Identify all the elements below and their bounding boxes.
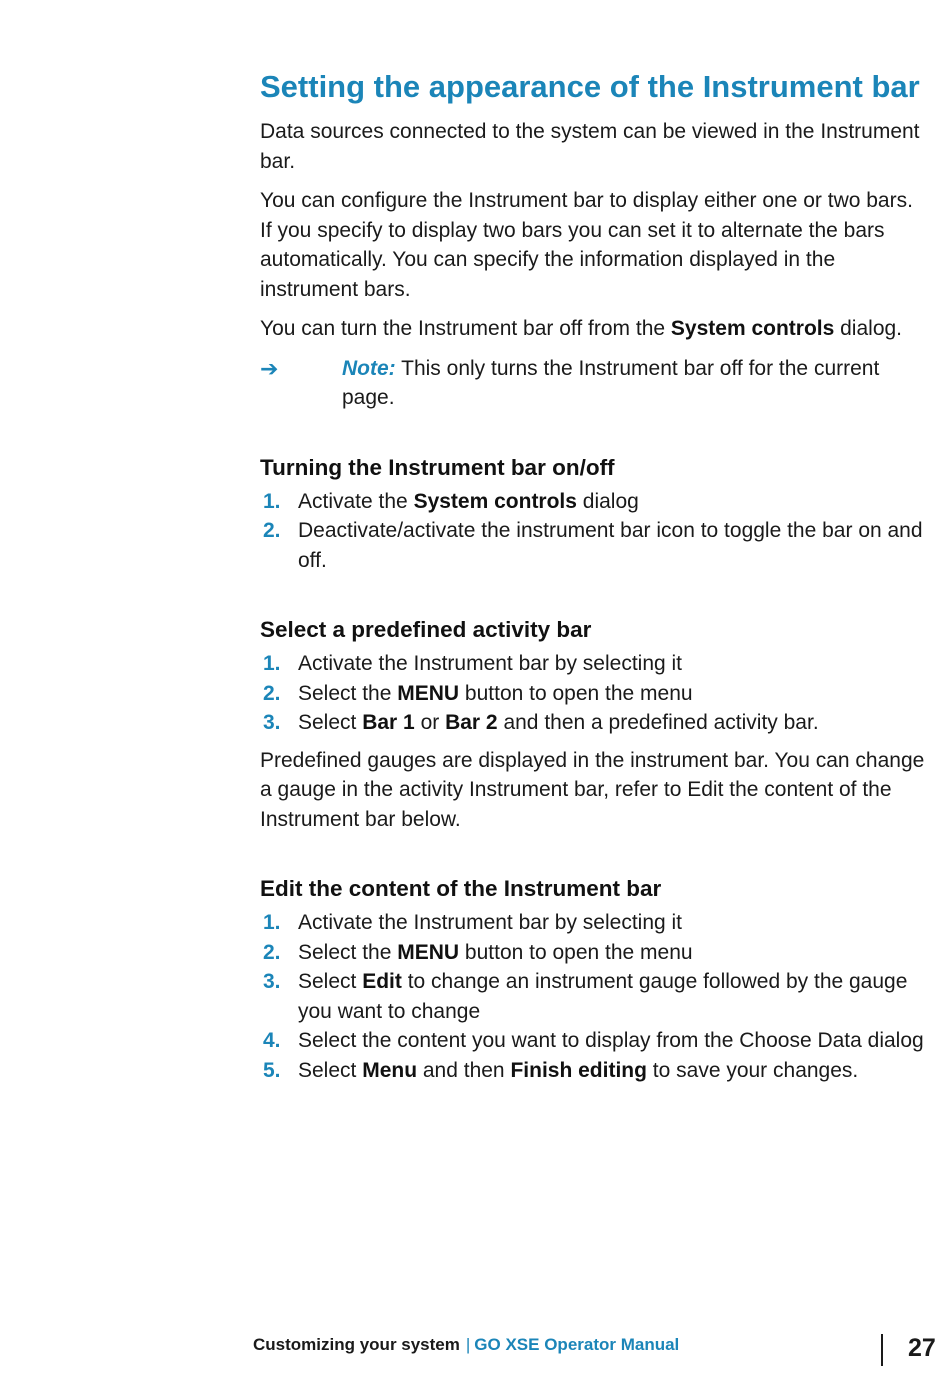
- step-number: 4.: [263, 1029, 281, 1052]
- bold-term: Bar 2: [445, 711, 498, 734]
- text-span: and then: [417, 1058, 511, 1082]
- step-number: 2.: [263, 940, 281, 964]
- list-item: [260, 649, 925, 679]
- arrow-right-icon: ➔: [260, 355, 279, 381]
- bold-term: MENU: [397, 681, 460, 705]
- text-span: Select the: [298, 940, 398, 964]
- text-span: and then a predefined activity bar.: [497, 711, 819, 734]
- page-footer: [253, 1333, 679, 1357]
- list-item: [260, 938, 925, 968]
- step-text: [298, 679, 925, 709]
- step-number: 5.: [263, 1058, 281, 1082]
- bold-term: System controls: [670, 317, 835, 340]
- intro-paragraph-2: You can configure the Instrument bar to display either one or two bars. If you specify to display two bars you can set it to alternate the bars automatically. You can specify the information displayed in the instrument bars.: [260, 189, 913, 301]
- text-span: Select: [298, 970, 363, 993]
- text-span: dialog: [576, 489, 639, 513]
- text-span: to save your changes.: [646, 1058, 859, 1082]
- list-item: [260, 967, 925, 1026]
- text-span: This only turns the Instrument bar off for the current page.: [342, 356, 880, 409]
- list-item: [260, 1026, 925, 1056]
- list-item: [260, 708, 925, 738]
- section-heading-edit: Edit the content of the Instrument bar: [260, 876, 662, 901]
- step-number: 3.: [263, 970, 281, 993]
- list-item: [260, 679, 925, 709]
- step-number: 1.: [263, 652, 281, 675]
- page-title: Setting the appearance of the Instrument bar: [260, 69, 920, 104]
- text-span: Select: [298, 1058, 363, 1082]
- page-number-divider: [881, 1334, 883, 1366]
- page-content: [260, 66, 925, 1093]
- footer-separator: |: [465, 1335, 471, 1354]
- step-number: 2.: [263, 519, 281, 542]
- text-span: Activate the: [298, 489, 414, 513]
- text-span: You can turn the Instrument bar off from the: [260, 317, 671, 340]
- text-span: dialog.: [834, 317, 903, 340]
- note-block: [260, 354, 925, 413]
- step-number: 2.: [263, 681, 281, 705]
- predefined-note-paragraph: Predefined gauges are displayed in the instrument bar. You can change a gauge in the activity Instrument bar, refer to Edit the content of the Instrument bar below.: [260, 748, 925, 831]
- text-span: button to open the menu: [459, 681, 693, 705]
- text-span: Select: [298, 711, 363, 734]
- steps-list-toggle: [260, 487, 925, 576]
- text-span: or: [414, 711, 446, 734]
- step-text: Activate the Instrument bar by selecting it: [298, 911, 683, 934]
- steps-list-edit: [260, 908, 925, 1085]
- intro-paragraph-3: [260, 314, 925, 344]
- step-text: Select the content you want to display from the Choose Data dialog: [298, 1029, 924, 1052]
- section-heading-predefined: Select a predefined activity bar: [260, 617, 592, 642]
- bold-term: System controls: [413, 489, 577, 513]
- bold-term: Edit: [362, 970, 402, 993]
- note-text: [342, 354, 925, 413]
- steps-list-predefined: [260, 649, 925, 738]
- page-number: 27: [908, 1334, 936, 1362]
- step-text: Deactivate/activate the instrument bar icon to toggle the bar on and off.: [298, 519, 923, 572]
- bold-term: Bar 1: [362, 711, 415, 734]
- list-item: [260, 1056, 925, 1086]
- step-text: [298, 938, 925, 968]
- text-span: Select the: [298, 681, 398, 705]
- step-text: [298, 708, 925, 738]
- list-item: [260, 516, 925, 575]
- list-item: [260, 908, 925, 938]
- step-text: Activate the Instrument bar by selecting it: [298, 652, 683, 675]
- step-number: 1.: [263, 911, 281, 934]
- bold-term: MENU: [397, 940, 460, 964]
- section-heading-toggle: Turning the Instrument bar on/off: [260, 454, 615, 480]
- footer-section-title: Customizing your system: [253, 1335, 460, 1354]
- text-span: button to open the menu: [459, 940, 693, 964]
- step-text: [298, 487, 925, 517]
- note-label: Note:: [342, 356, 396, 380]
- step-text: [298, 1056, 925, 1086]
- intro-paragraph-1: Data sources connected to the system can be viewed in the Instrument bar.: [260, 120, 920, 173]
- bold-term: Menu: [362, 1058, 418, 1082]
- step-text: [298, 967, 925, 1026]
- step-number: 1.: [263, 489, 281, 513]
- step-number: 3.: [263, 711, 281, 734]
- footer-manual-title: GO XSE Operator Manual: [474, 1335, 680, 1354]
- bold-term: Finish editing: [510, 1058, 647, 1082]
- text-span: to change an instrument gauge followed by the gauge you want to change: [298, 970, 908, 1023]
- list-item: [260, 487, 925, 517]
